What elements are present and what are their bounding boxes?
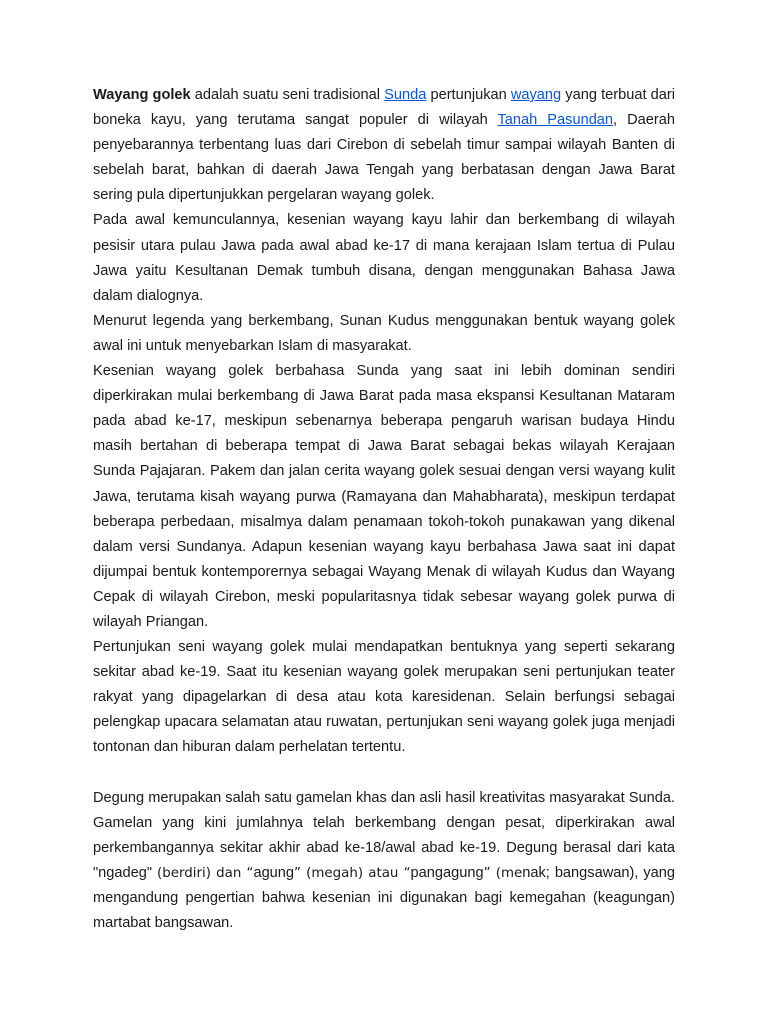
paragraph-degung bbox=[93, 786, 675, 937]
text-segment: agung bbox=[253, 864, 295, 881]
text-segment: yang terbuat dari boneka kayu, yang terutama sangat populer di wilayah bbox=[93, 87, 675, 129]
text-segment-alt-font: (berdiri) dan “ bbox=[157, 865, 254, 881]
paragraph-wayang-golek-intro bbox=[93, 83, 675, 208]
paragraph-awal-kemunculan: Pada awal kemunculannya, kesenian wayang kayu lahir dan berkembang di wilayah pesisir utara pulau Jawa pada awal abad ke-17 di mana kerajaan Islam tertua di Pulau Jawa yaitu Kesultanan Demak tumbuh disana, dengan menggunakan Bahasa Jawa dalam dialognya. bbox=[93, 212, 675, 304]
text-segment-alt-font: ” (megah) atau “ bbox=[294, 865, 411, 881]
text-segment: , Daerah penyebarannya terbentang luas dari Cirebon di sebelah timur sampai wilayah Banten di sebelah barat, bahkan di daerah Jawa Tengah yang berbatasan dengan Jawa Barat sering pula dipertunjukkan pergelaran wayang golek. bbox=[93, 112, 675, 204]
paragraph-abad-19: Pertunjukan seni wayang golek mulai mendapatkan bentuknya yang seperti sekarang sekitar abad ke-19. Saat itu kesenian wayang golek merupakan seni pertunjukan teater rakyat yang dipagelarkan di desa atau kota karesidenan. Selain berfungsi sebagai pelengkap upacara selamatan atau ruwatan, pertunjukan seni wayang golek juga menjadi tontonan dan hiburan dalam perhelatan tertentu. bbox=[93, 639, 675, 756]
paragraph-sunan-kudus: Menurut legenda yang berkembang, Sunan Kudus menggunakan bentuk wayang golek awal ini untuk menyebarkan Islam di masyarakat. bbox=[93, 312, 675, 354]
text-segment: Degung merupakan salah satu gamelan khas dan asli hasil kreativitas masyarakat Sunda. Gamelan yang kini jumlahnya telah berkembang dengan pesat, diperkirakan awal perkembangannya sekitar akhir abad ke-18/awal abad ke-19. Degung berasal dari kata "ngadeg" bbox=[93, 789, 675, 881]
text-segment: pangagung bbox=[410, 864, 484, 881]
text-segment: adalah suatu seni tradisional bbox=[190, 87, 385, 103]
link-tanah-pasundan[interactable]: Tanah Pasundan bbox=[497, 112, 614, 129]
text-segment: nak; bangsawan), yang mengandung pengertian bahwa kesenian ini digunakan bagi kemegahan (keagungan) martabat bangsawan. bbox=[93, 864, 676, 931]
text-segment: pertunjukan bbox=[426, 87, 511, 103]
paragraph-spacer bbox=[93, 761, 675, 786]
paragraph-wayang-sunda: Kesenian wayang golek berbahasa Sunda yang saat ini lebih dominan sendiri diperkirakan mulai berkembang di Jawa Barat pada masa ekspansi Kesultanan Mataram pada abad ke-17, meskipun sebenarnya beberapa pengaruh warisan budaya Hindu masih bertahan di beberapa tempat di Jawa Barat sebagai bekas wilayah Kerajaan Sunda Pajajaran. Pakem dan jalan cerita wayang golek sesuai dengan versi wayang kulit Jawa, terutama kisah wayang purwa (Ramayana dan Mahabharata), meskipun terdapat beberapa perbedaan, misalmya dalam penamaan tokoh-tokoh punakawan yang dikenal dalam versi Sundanya. Adapun kesenian wayang kayu berbahasa Jawa saat ini dapat dijumpai bentuk kontemporernya sebagai Wayang Menak di wilayah Kudus dan Wayang Cepak di wilayah Cirebon, meski popularitasnya tidak sebesar wayang golek purwa di wilayah Priangan. bbox=[93, 363, 675, 630]
link-sunda[interactable]: Sunda bbox=[384, 87, 427, 103]
text-segment-alt-font: ” (me bbox=[483, 865, 523, 881]
term-wayang-golek: Wayang golek bbox=[93, 87, 191, 103]
link-wayang[interactable]: wayang bbox=[510, 87, 562, 103]
